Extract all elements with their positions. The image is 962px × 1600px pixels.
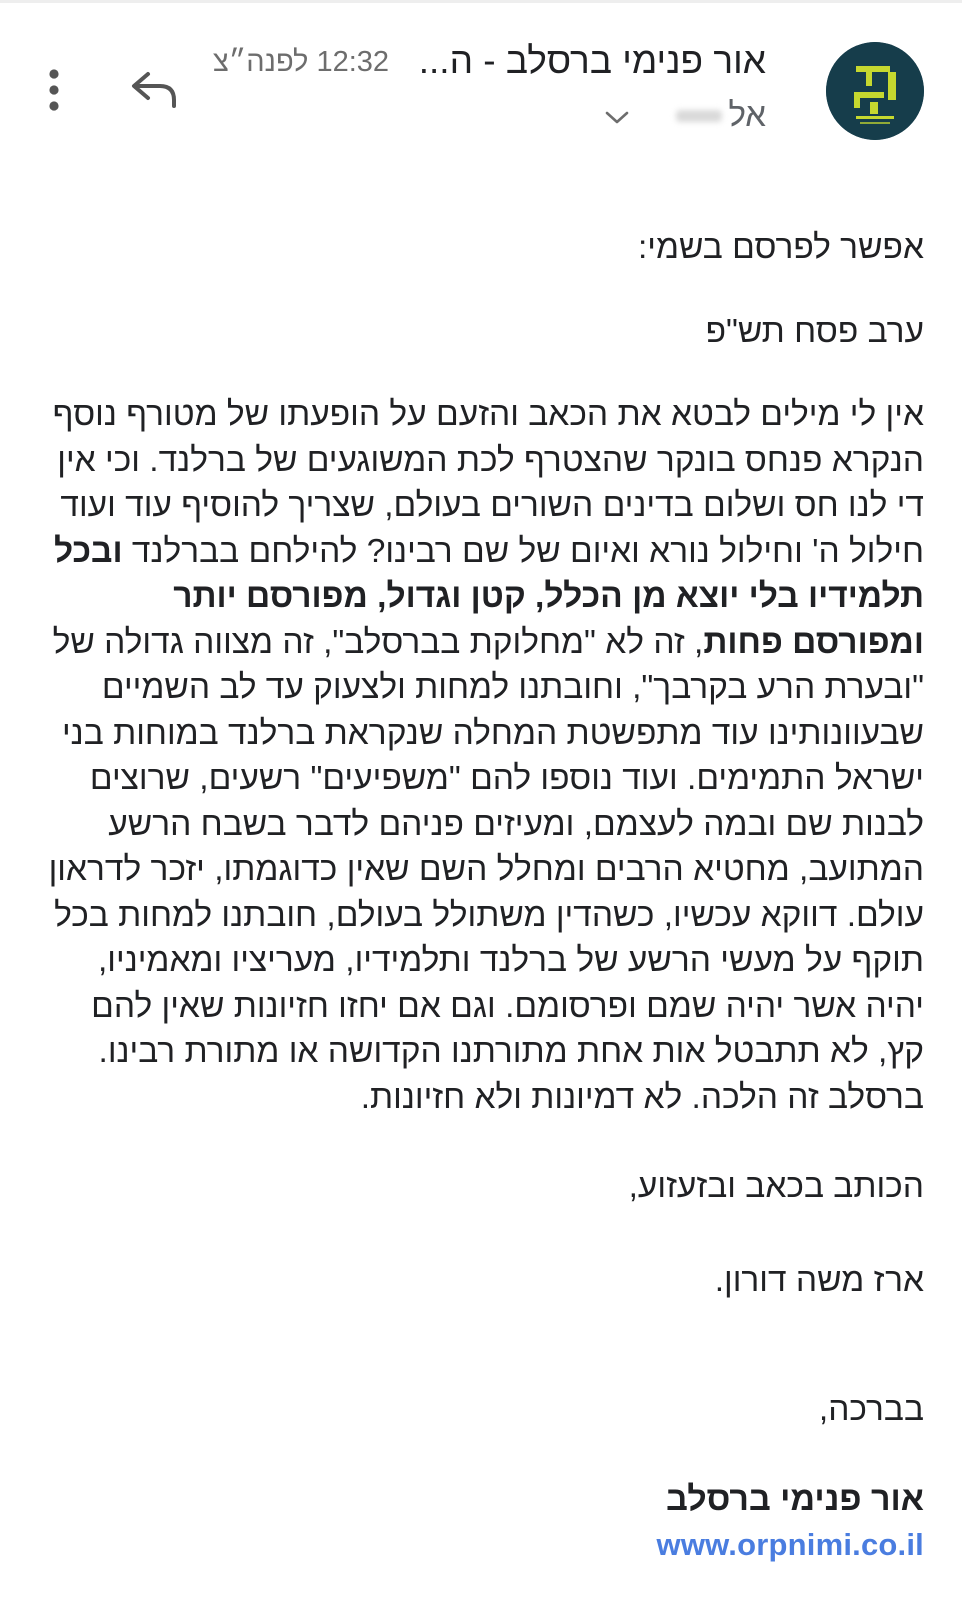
main-bold-text: ובכל תלמידיו בלי יוצא מן הכלל, קטן וגדול, מפורסם יותר ומפורסם פחות bbox=[54, 532, 924, 661]
intro-line: אפשר לפרסם בשמי: bbox=[637, 229, 924, 266]
sender-name[interactable]: אור פנימי ברסלב - ה... bbox=[418, 40, 766, 81]
sent-time: 12:32 לפנה״צ bbox=[213, 46, 390, 78]
email-header bbox=[0, 28, 962, 158]
main-text-1: אין לי מילים לבטא את הכאב והזעם על הופעתו של מטורף נוסף הנקרא פנחס בונקר שהצטרף לכת המשוגעים של ברלנד. וכי אין די לנו חס ושלום בדינים השורים בעולם, שצריך להוסיף עוד ועוד חילול ה' וחילול נורא ואיום של שם רבינו? להילחם בברלנד bbox=[52, 396, 924, 570]
recipient-line[interactable] bbox=[728, 96, 766, 134]
email-body bbox=[40, 225, 924, 1568]
to-label: אל bbox=[728, 96, 766, 133]
more-vert-icon[interactable] bbox=[46, 68, 62, 112]
main-text-2: , זה לא "מחלוקת בברסלב", זה מצווה גדולה של "ובערת הרע בקרבך", וחובתנו למחות ולצעוק עד לב השמיים שבעוונותינו עוד מתפשטת המחלה שנקראת ברלנד במוחות בני ישראל התמימים. ועוד נוספו להם "משפיעים" רשעים, שרוצים לבנות שם ובמה לעצמם, ומעיזים פניהם לדבר בשבח הרשע המתועב, מחטיא הרבים ומחלל השם שאין כדוגמתו, יזכר לדראון עולם. דווקא עכשיו, כשהדין משתולל בעולם, חובתנו למחות בכל תוקף על מעשי הרשע של ברלנד ותלמידיו, מעריציו ומאמיניו, יהיה אשר יהיה שמם ופרסומם. וגם אם יחזו חזיונות שאין להם קץ, לא תתבטל אות אחת מתורתנו הקדושה או מתורת רבינו. ברסלב זה הלכה. לא דמיונות ולא חזיונות. bbox=[48, 623, 924, 1116]
writer-name: ארז משה דורון. bbox=[714, 1261, 924, 1299]
date-line: ערב פסח תש"פ bbox=[705, 312, 924, 350]
closing-line: בברכה, bbox=[818, 1391, 924, 1428]
redacted-recipient bbox=[676, 110, 722, 122]
signature-name: אור פנימי ברסלב bbox=[666, 1479, 924, 1518]
signature-link[interactable]: www.orpnimi.co.il bbox=[656, 1527, 924, 1562]
main-paragraph bbox=[40, 392, 924, 1120]
writer-line: הכותב בכאב ובזעזוע, bbox=[628, 1168, 924, 1205]
logo-icon bbox=[826, 42, 924, 140]
top-divider bbox=[0, 0, 962, 3]
chevron-down-icon[interactable] bbox=[604, 110, 630, 126]
sender-avatar[interactable] bbox=[826, 42, 924, 140]
reply-icon[interactable] bbox=[130, 68, 178, 112]
